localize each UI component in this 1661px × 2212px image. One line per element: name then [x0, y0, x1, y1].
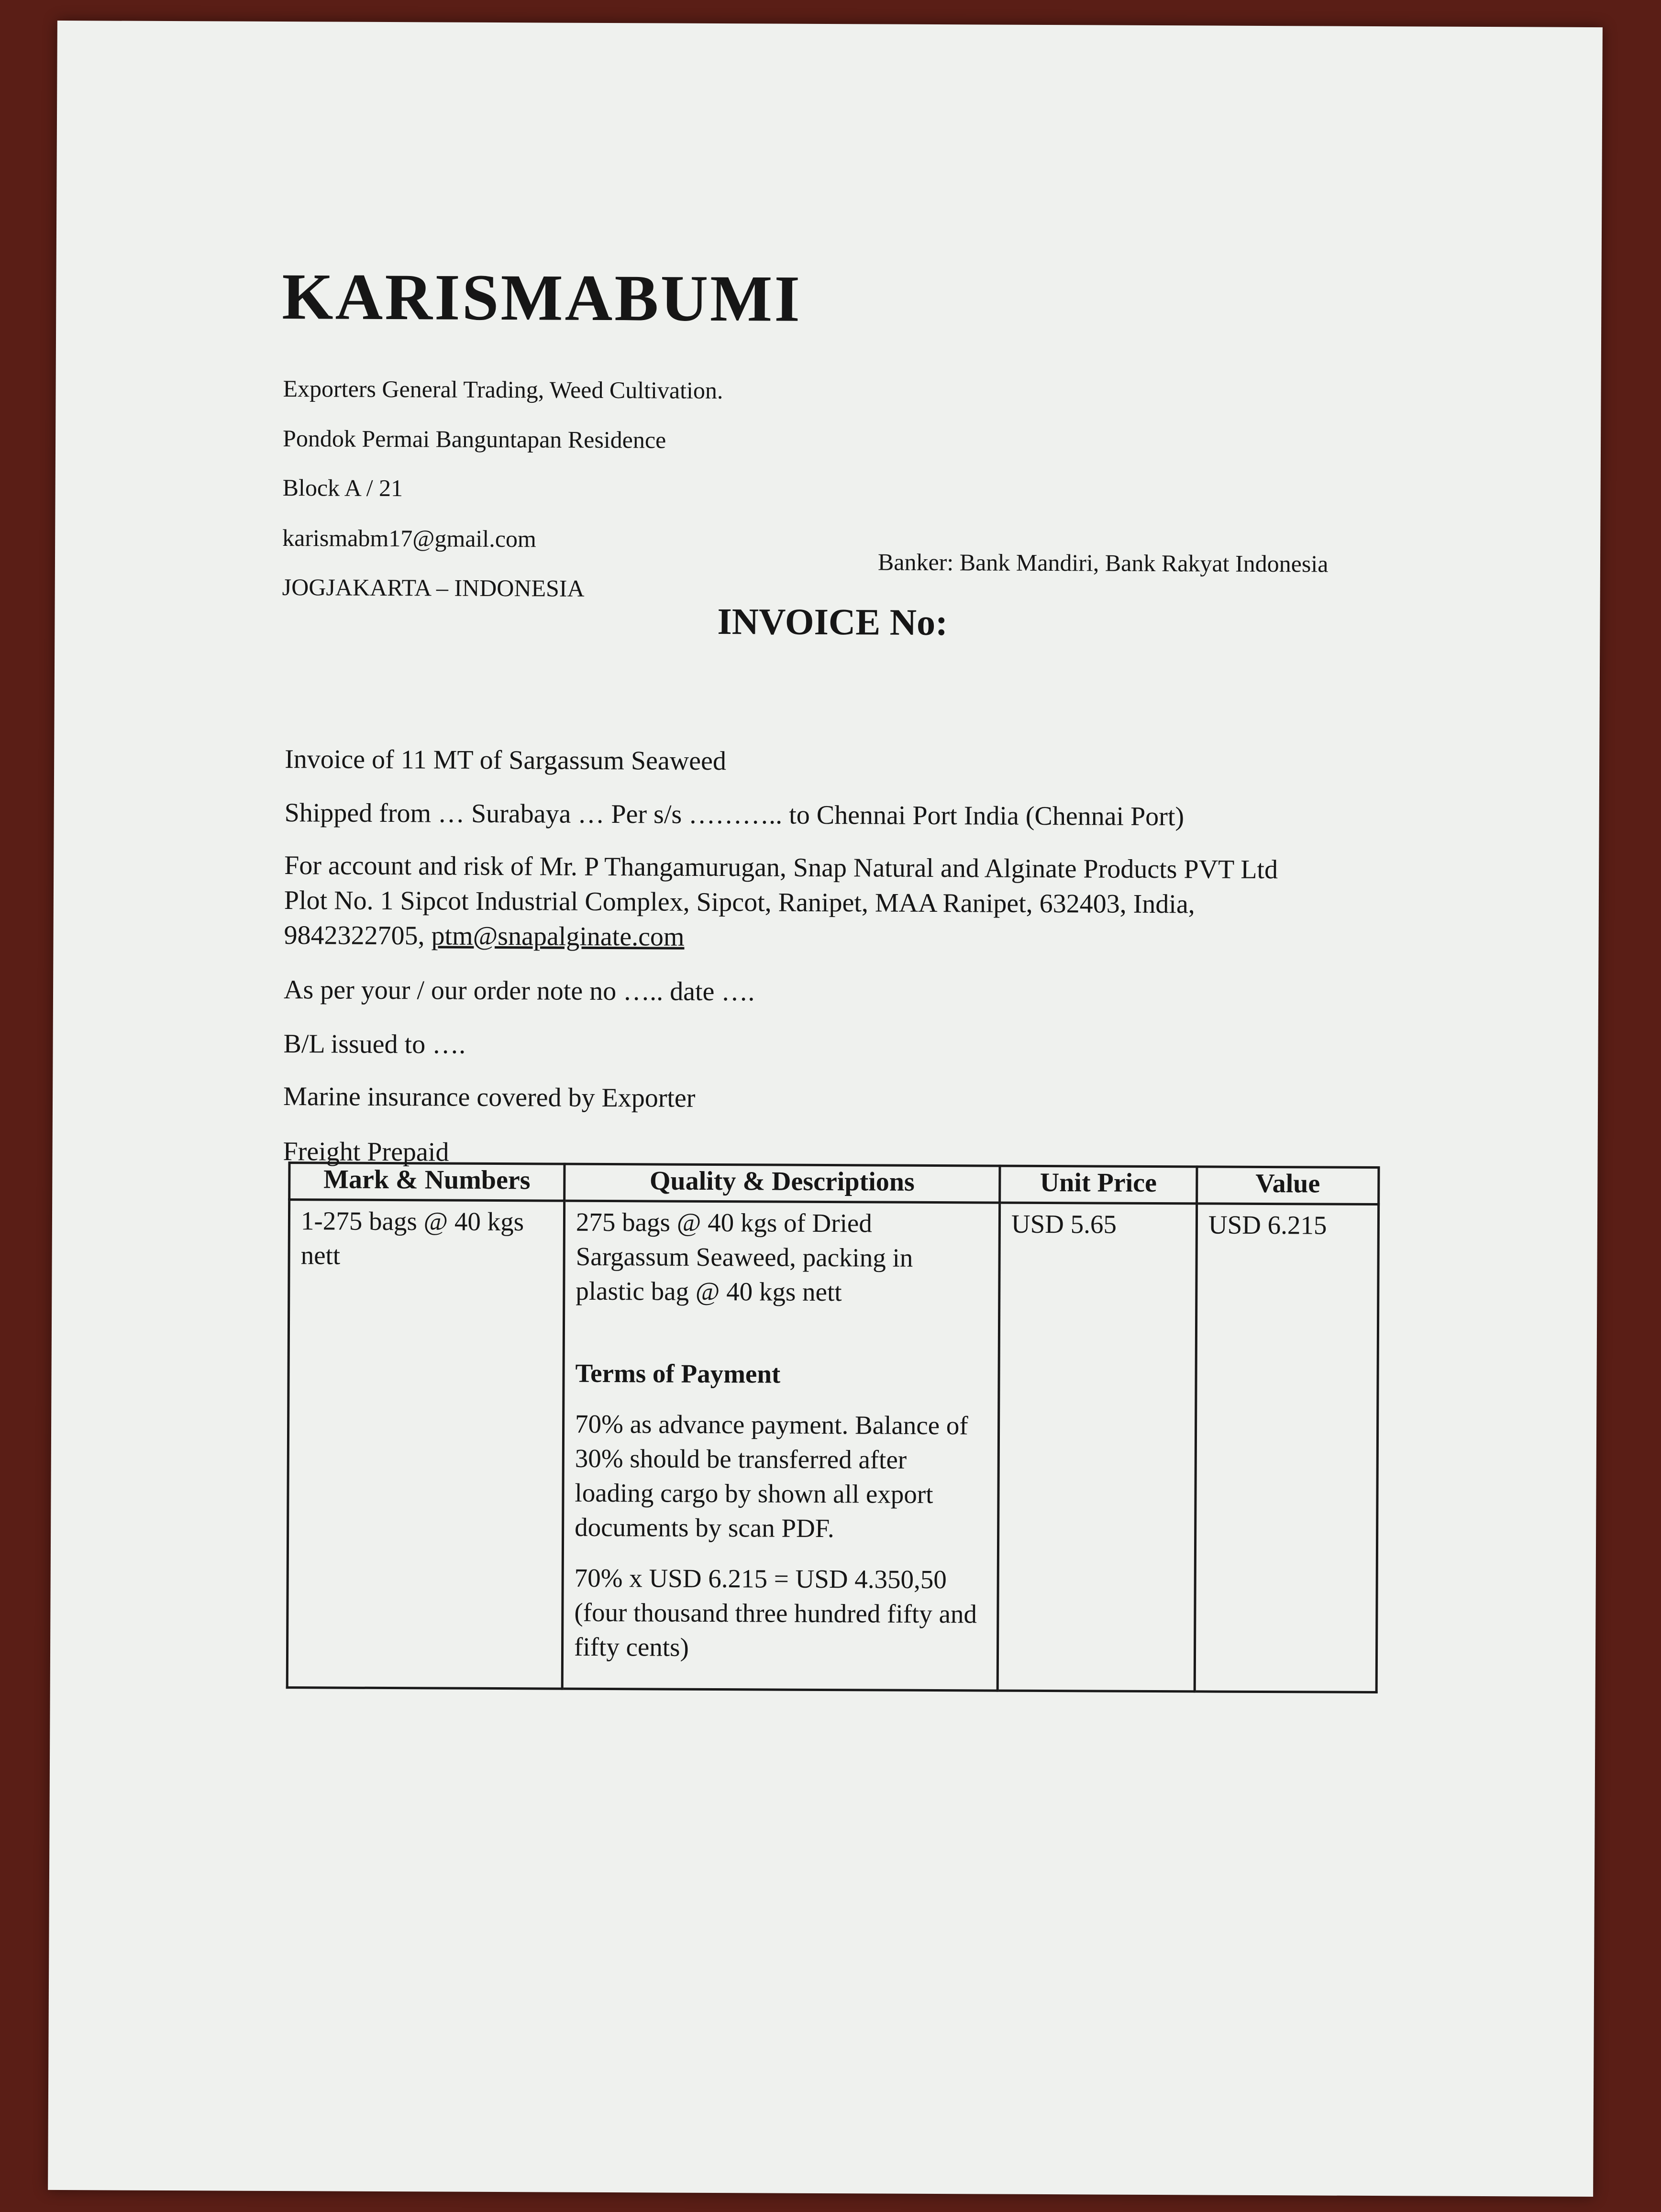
invoice-paper	[48, 21, 1603, 2197]
terms-of-payment-heading: Terms of Payment	[575, 1358, 781, 1389]
bl-line: B/L issued to ….	[283, 1029, 466, 1060]
unit-price-text: USD 5.65	[1011, 1209, 1117, 1239]
advance-calculation-text: 70% x USD 6.215 = USD 4.350,50 (four thousand three hundred fifty and fifty cents)	[574, 1563, 977, 1662]
invoice-title: INVOICE No:	[717, 600, 948, 643]
freight-line: Freight Prepaid	[283, 1137, 449, 1167]
header-quality: Quality & Descriptions	[565, 1164, 1000, 1203]
invoice-items-table	[286, 1161, 1380, 1693]
table-row	[287, 1200, 1378, 1692]
company-city-country: JOGJAKARTA – INDONESIA	[282, 574, 585, 602]
order-note-line: As per your / our order note no ….. date ….	[283, 975, 755, 1007]
account-phone: 9842322705,	[284, 920, 425, 951]
company-tagline: Exporters General Trading, Weed Cultivation.	[283, 375, 723, 404]
header-unit-price: Unit Price	[1000, 1166, 1197, 1204]
account-contact	[284, 920, 684, 952]
company-name: KARISMABUMI	[282, 260, 802, 335]
header-value: Value	[1197, 1167, 1379, 1205]
invoice-subject: Invoice of 11 MT of Sargassum Seaweed	[285, 744, 727, 776]
cell-description	[562, 1201, 999, 1691]
value-text: USD 6.215	[1208, 1210, 1327, 1240]
table-header-row	[289, 1163, 1379, 1205]
cell-value	[1195, 1204, 1378, 1692]
cell-unit-price	[997, 1203, 1196, 1692]
banker-info: Banker: Bank Mandiri, Bank Rakyat Indonesia	[877, 548, 1329, 577]
shipping-line: Shipped from … Surabaya … Per s/s ……….. to Chennai Port India (Chennai Port)	[284, 798, 1185, 832]
terms-of-payment-text: 70% as advance payment. Balance of 30% should be transferred after loading cargo by shown all export documents by scan PDF.	[575, 1409, 968, 1543]
cell-marks	[287, 1200, 564, 1689]
company-address-line2: Block A / 21	[282, 474, 403, 502]
company-address-line1: Pondok Permai Banguntapan Residence	[282, 425, 666, 453]
header-marks: Mark & Numbers	[289, 1163, 565, 1201]
account-email-link[interactable]: ptm@snapalginate.com	[431, 921, 685, 952]
description-text: 275 bags @ 40 kgs of Dried Sargassum Seaweed, packing in plastic bag @ 40 kgs nett	[576, 1207, 913, 1307]
company-email: karismabm17@gmail.com	[282, 524, 536, 553]
marks-text: 1-275 bags @ 40 kgs nett	[300, 1206, 524, 1270]
insurance-line: Marine insurance covered by Exporter	[283, 1082, 696, 1113]
account-line2: Plot No. 1 Sipcot Industrial Complex, Sipcot, Ranipet, MAA Ranipet, 632403, India,	[284, 885, 1195, 919]
account-line1: For account and risk of Mr. P Thangamurugan, Snap Natural and Alginate Products PVT Ltd	[284, 851, 1278, 885]
